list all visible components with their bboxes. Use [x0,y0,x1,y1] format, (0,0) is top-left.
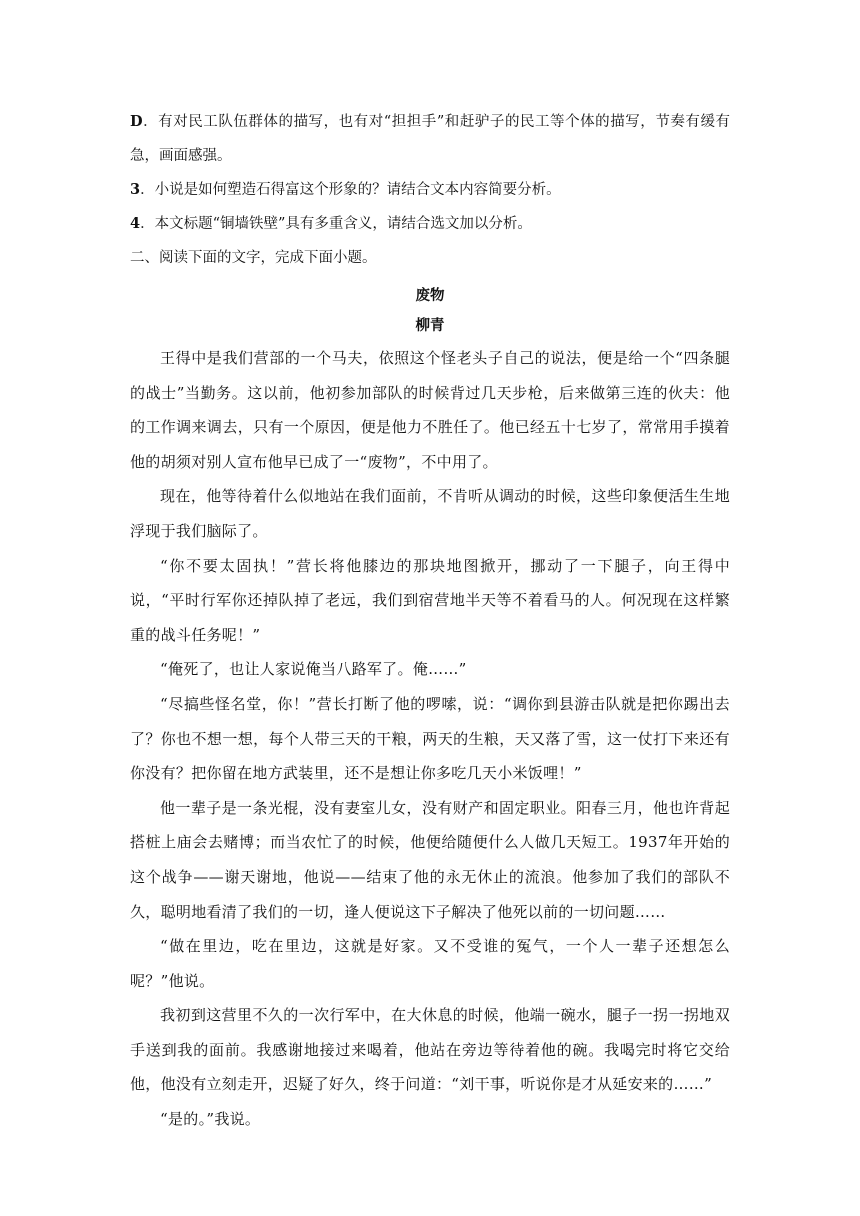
question-4 [130,207,730,241]
article-paragraph: 我初到这营里不久的一次行军中，在大休息的时候，他端一碗水，腿子一拐一拐地双手送到我的面前。我感谢地接过来喝着，他站在旁边等待着他的碗。我喝完时将它交给他，他没有立刻走开，迟疑了好久，终于问道：“刘干事，听说你是才从延安来的……” [130,1006,730,1094]
article-paragraph: “是的。”我说。 [160,1110,261,1129]
question-3 [130,173,730,207]
option-d-label: D [130,113,143,130]
question-3-number: 3 [130,181,141,198]
question-4-number: 4 [130,215,141,232]
article-paragraph: “做在里边，吃在里边，这就是好家。又不受谁的冤气，一个人一辈子还想怎么呢？”他说。 [130,937,730,990]
article-paragraph: “俺死了，也让人家说俺当八路军了。俺……” [160,660,467,679]
article-paragraph: 他一辈子是一条光棍，没有妻室儿女，没有财产和固定职业。阳春三月，他也许背起搭桩上庙会去赌博；而当农忙了的时候，他便给随便什么人做几天短工。1937年开始的这个战争——谢天谢地，他说——结束了他的永无休止的流浪。他参加了我们的部队不久，聪明地看清了我们的一切，逢人便说这下子解决了他死以前的一切问题…… [130,798,730,921]
article-paragraph: “尽搞些怪名堂，你！”营长打断了他的啰嗦，说：“调你到县游击队就是把你踢出去了？你也不想一想，每个人带三天的干粮，两天的生粮，天又落了雪，这一仗打下来还有你没有？把你留在地方武装里，还不是想让你多吃几天小米饭哩！” [130,694,730,783]
article-title: 废物 [415,287,445,304]
question-3-text: ．小说是如何塑造石得富这个形象的？请结合文本内容简要分析。 [140,182,561,198]
option-d [130,105,730,173]
question-4-text: ．本文标题“铜墙铁壁”具有多重含义，请结合选文加以分析。 [140,216,532,232]
option-d-text: ．有对民工队伍群体的描写，也有对“担担手”和赶驴子的民工等个体的描写，节奏有缓有急，画面感强。 [130,114,730,164]
article-author: 柳青 [415,317,445,334]
document-content [130,105,730,1137]
article-paragraph: 现在，他等待着什么似地站在我们面前，不肯听从调动的时候，这些印象便活生生地浮现于我们脑际了。 [130,487,730,540]
article-paragraph: “你不要太固执！”营长将他膝边的那块地图掀开，挪动了一下腿子，向王得中说，“平时行军你还掉队掉了老远，我们到宿营地半天等不着看马的人。何况现在这样繁重的战斗任务呢！” [130,556,730,644]
section-2-heading: 二、阅读下面的文字，完成下面小题。 [130,250,377,266]
article-paragraph: 王得中是我们营部的一个马夫，依照这个怪老头子自己的说法，便是给一个“四条腿的战士”当勤务。这以前，他初参加部队的时候背过几天步枪，后来做第三连的伙夫：他的工作调来调去，只有一个原因，便是他力不胜任了。他已经五十七岁了，常常用手摸着他的胡须对别人宣布他早已成了一“废物”，不中用了。 [130,349,730,471]
